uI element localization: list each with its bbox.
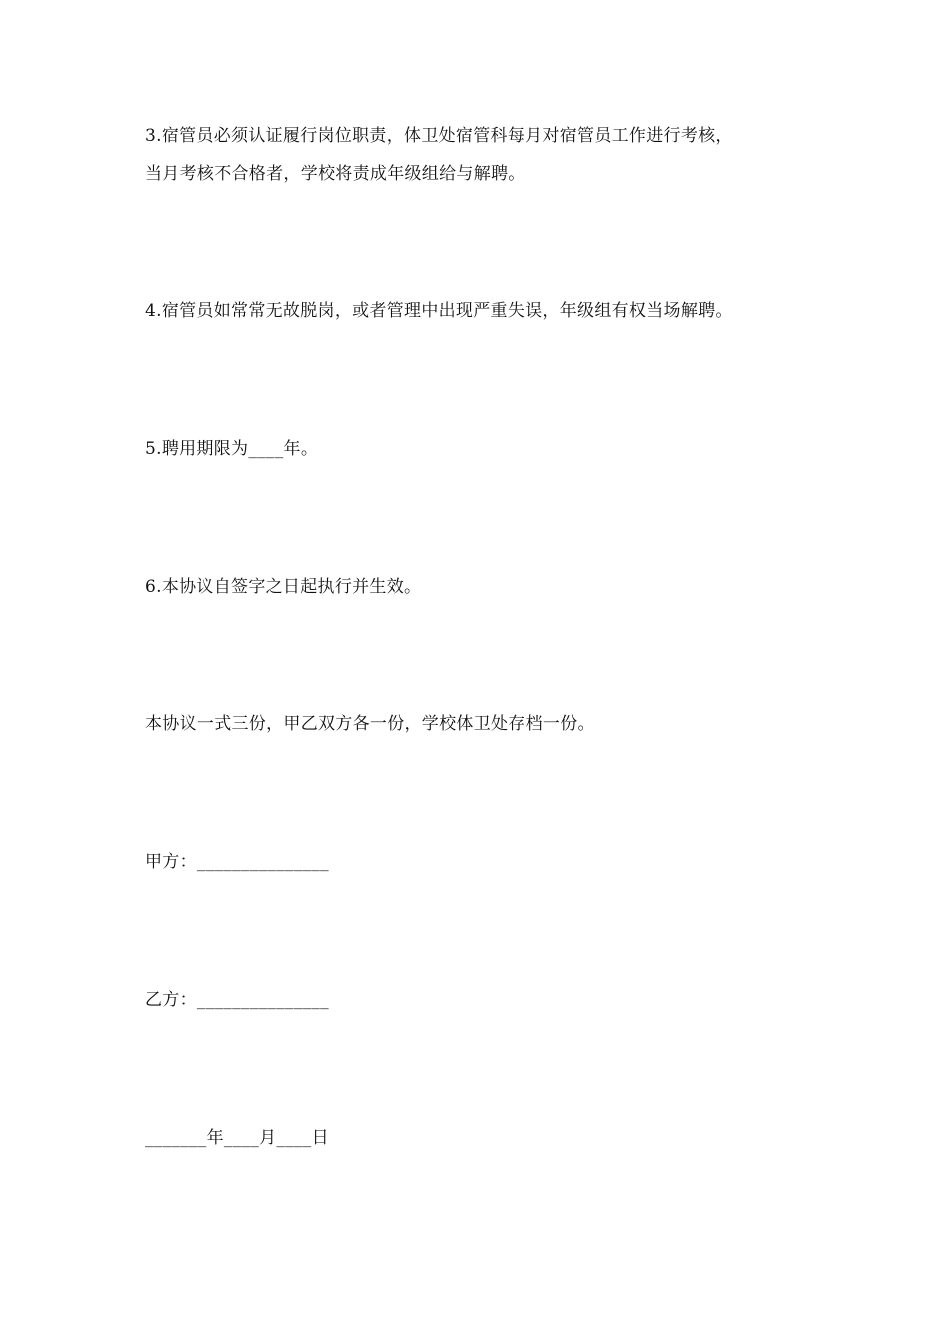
copies-note: 本协议一式三份，甲乙双方各一份，学校体卫处存档一份。 — [145, 714, 595, 734]
clause-3-line-1: 3.宿管员必须认证履行岗位职责，体卫处宿管科每月对宿管员工作进行考核， — [145, 126, 733, 146]
date-line: _______年____月____日 — [145, 1128, 329, 1148]
party-b-signature-line: 乙方：_______________ — [145, 990, 329, 1010]
clause-6: 6.本协议自签字之日起执行并生效。 — [145, 577, 422, 597]
clause-4: 4.宿管员如常常无故脱岗，或者管理中出现严重失误，年级组有权当场解聘。 — [145, 301, 733, 321]
party-a-signature-line: 甲方：_______________ — [145, 852, 329, 872]
clause-5: 5.聘用期限为____年。 — [145, 439, 319, 459]
clause-3-line-2: 当月考核不合格者，学校将责成年级组给与解聘。 — [145, 164, 526, 184]
